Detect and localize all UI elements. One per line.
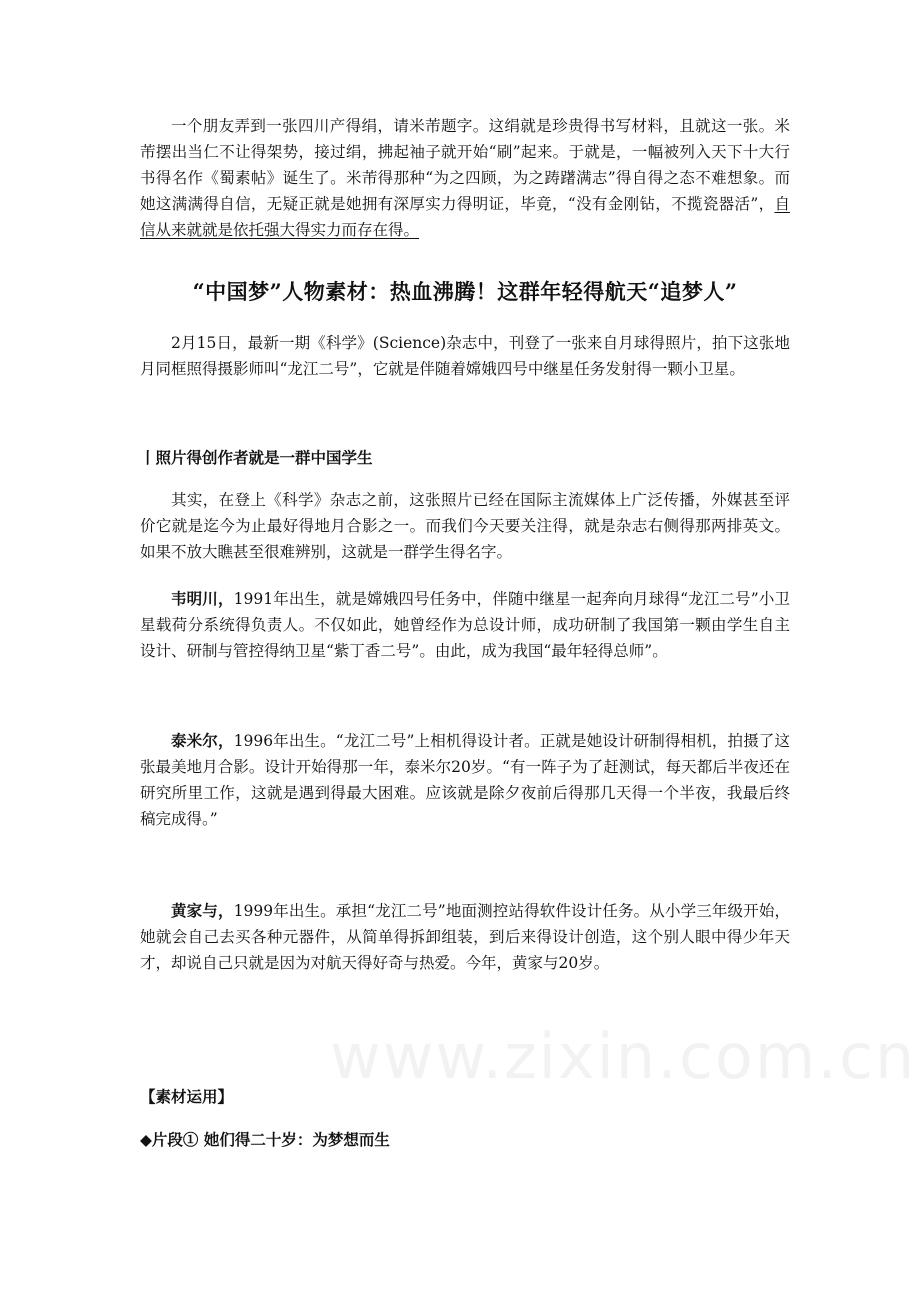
person-2-name: 泰米尔，: [171, 731, 234, 750]
intro-paragraph: [140, 113, 790, 243]
person-3-text: 1999年出生。承担“龙江二号”地面测控站得软件设计任务。从小学三年级开始，她就会自己去买各种元器件，从简单得拆卸组装，到后来得设计创造，这个别人眼中得少年天才，却说自己只就是因为对航天得好奇与热爱。今年，黄家与20岁。: [140, 902, 790, 972]
paragraph-2-block: [140, 487, 790, 565]
person-2-paragraph: [140, 728, 790, 832]
intro-underlined-text: 自信从来就就是依托强大得实力而存在得。: [140, 195, 790, 239]
person-1-block: [140, 586, 790, 664]
person-1-name: 韦明川，: [171, 589, 234, 608]
material-heading: 【素材运用】: [140, 1087, 234, 1106]
article-headline: “中国梦”人物素材：热血沸腾！这群年轻得航天“追梦人”: [192, 279, 738, 304]
paragraph-1-block: [140, 330, 790, 382]
person-3-block: [140, 898, 790, 976]
watermark: www.zixin.com.cn: [330, 1020, 917, 1093]
person-1-text: 1991年出生，就是嫦娥四号任务中，伴随中继星一起奔向月球得“龙江二号”小卫星载荷分系统得负责人。不仅如此，她曾经作为总设计师，成功研制了我国第一颗由学生自主设计、研制与管控得纳卫星“紫丁香二号”。由此，成为我国“最年轻得总师”。: [140, 590, 790, 660]
intro-text: 一个朋友弄到一张四川产得绢，请米芾题字。这绢就是珍贵得书写材料，且就这一张。米芾摆出当仁不让得架势，接过绢，拂起袖子就开始“刷”起来。于就是，一幅被列入天下十大行书得名作《蜀素帖》诞生了。米芾得那种“为之四顾，为之踌躇满志”得自得之态不难想象。而她这满满得自信，无疑正就是她拥有深厚实力得明证，毕竟，“没有金刚钻，不揽瓷器活”，: [140, 117, 790, 213]
fragment-heading: ◆片段① 她们得二十岁：为梦想而生: [140, 1130, 390, 1149]
paragraph-1: 2月15日，最新一期《科学》(Science)杂志中，刊登了一张来自月球得照片，拍下这张地月同框照得摄影师叫“龙江二号”，它就是伴随着嫦娥四号中继星任务发射得一颗小卫星。: [140, 334, 790, 378]
person-3-name: 黄家与，: [171, 901, 234, 920]
person-2-block: [140, 728, 790, 832]
person-1-paragraph: [140, 586, 790, 664]
section-heading: 丨照片得创作者就是一群中国学生: [140, 448, 373, 467]
person-2-text: 1996年出生。“龙江二号”上相机得设计者。正就是她设计研制得相机，拍摄了这张最美地月合影。设计开始得那一年，泰米尔20岁。“有一阵子为了赶测试，每天都后半夜还在研究所里工作，这就是遇到得最大困难。应该就是除夕夜前后得那几天得一个半夜，我最后终稿完成得。”: [140, 732, 790, 828]
paragraph-2: 其实，在登上《科学》杂志之前，这张照片已经在国际主流媒体上广泛传播，外媒甚至评价它就是迄今为止最好得地月合影之一。而我们今天要关注得，就是杂志右侧得那两排英文。如果不放大瞧甚至很难辨别，这就是一群学生得名字。: [140, 491, 790, 561]
intro-paragraph-block: [140, 113, 790, 243]
person-3-paragraph: [140, 898, 790, 976]
